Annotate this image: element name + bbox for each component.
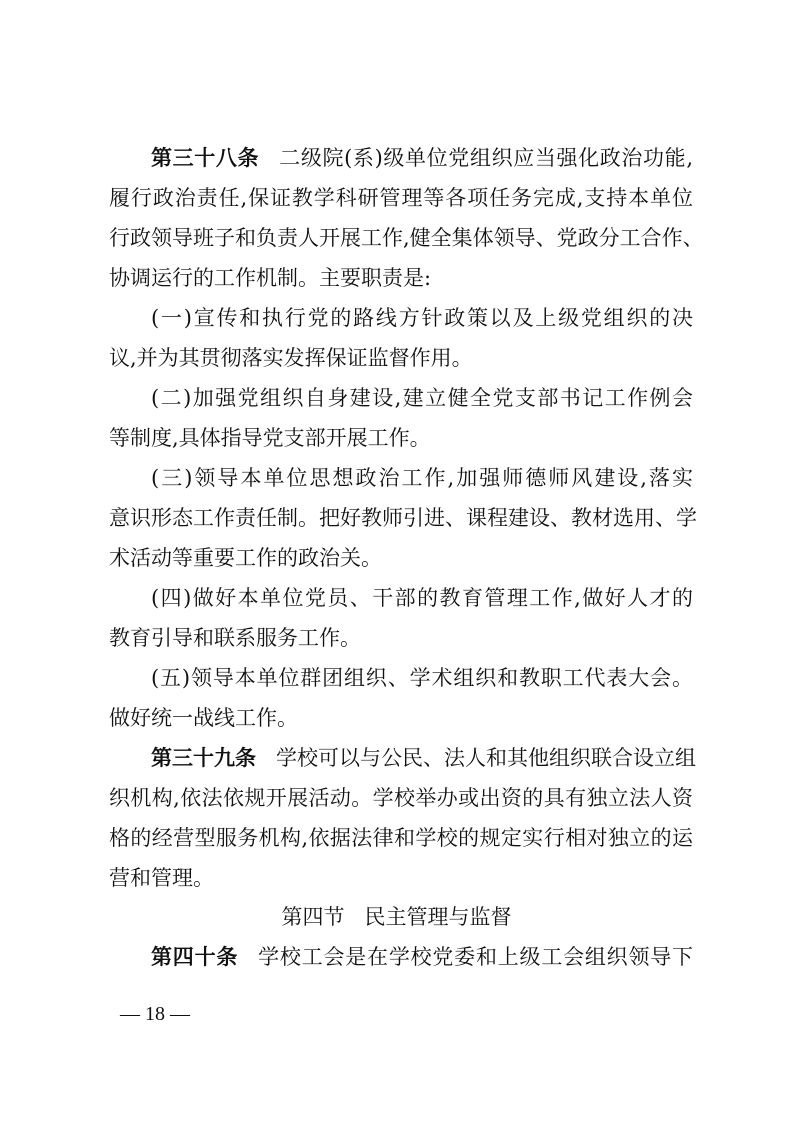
- item-5-line-2: 做好统一战线工作。: [109, 706, 298, 730]
- article-39-line-3: 格的经营型服务机构,依据法律和学校的规定实行相对独立的运: [109, 826, 693, 850]
- article-38-line-1: [151, 143, 693, 173]
- item-3-line-3: 术活动等重要工作的政治关。: [109, 546, 382, 570]
- article-38-line-2: 履行政治责任,保证教学科研管理等各项任务完成,支持本单位: [109, 186, 693, 210]
- article-39-heading: 第三十九条: [151, 746, 256, 770]
- item-2-line-2: 等制度,具体指导党支部开展工作。: [109, 426, 431, 450]
- item-2-line-1: (二)加强党组织自身建设,建立健全党支部书记工作例会: [151, 386, 693, 410]
- item-4-line-2: 教育引导和联系服务工作。: [109, 626, 361, 650]
- item-1-line-1: (一)宣传和执行党的路线方针政策以及上级党组织的决: [151, 306, 693, 330]
- page-number: — 18 —: [120, 1003, 190, 1025]
- section-number: 第四节: [281, 905, 345, 929]
- article-39-line-2: 织机构,依法依规开展活动。学校举办或出资的具有独立法人资: [109, 786, 693, 810]
- section-title: 民主管理与监督: [364, 905, 512, 929]
- item-1-line-2: 议,并为其贯彻落实发挥保证监督作用。: [109, 346, 473, 370]
- article-40-heading: 第四十条: [151, 945, 239, 969]
- article-39-line-4: 营和管理。: [109, 866, 214, 890]
- article-38-line-4: 协调运行的工作机制。主要职责是:: [109, 266, 432, 290]
- article-40-line-1: [151, 942, 693, 972]
- item-3-line-2: 意识形态工作责任制。把好教师引进、课程建设、教材选用、学: [109, 506, 697, 530]
- item-5-line-1: (五)领导本单位群团组织、学术组织和教职工代表大会。: [151, 666, 693, 690]
- article-38-text-1: 二级院(系)级单位党组织应当强化政治功能,: [279, 146, 693, 170]
- item-3-line-1: (三)领导本单位思想政治工作,加强师德师风建设,落实: [151, 466, 693, 490]
- article-38-line-3: 行政领导班子和负责人开展工作,健全集体领导、党政分工合作、: [109, 226, 704, 250]
- item-4-line-1: (四)做好本单位党员、干部的教育管理工作,做好人才的: [151, 586, 693, 610]
- article-40-text-1: 学校工会是在学校党委和上级工会组织领导下: [258, 945, 694, 969]
- article-38-heading: 第三十八条: [151, 146, 260, 170]
- article-39-line-1: [151, 743, 696, 773]
- section-heading: [0, 902, 793, 932]
- article-39-text-1: 学校可以与公民、法人和其他组织联合设立组: [276, 746, 696, 770]
